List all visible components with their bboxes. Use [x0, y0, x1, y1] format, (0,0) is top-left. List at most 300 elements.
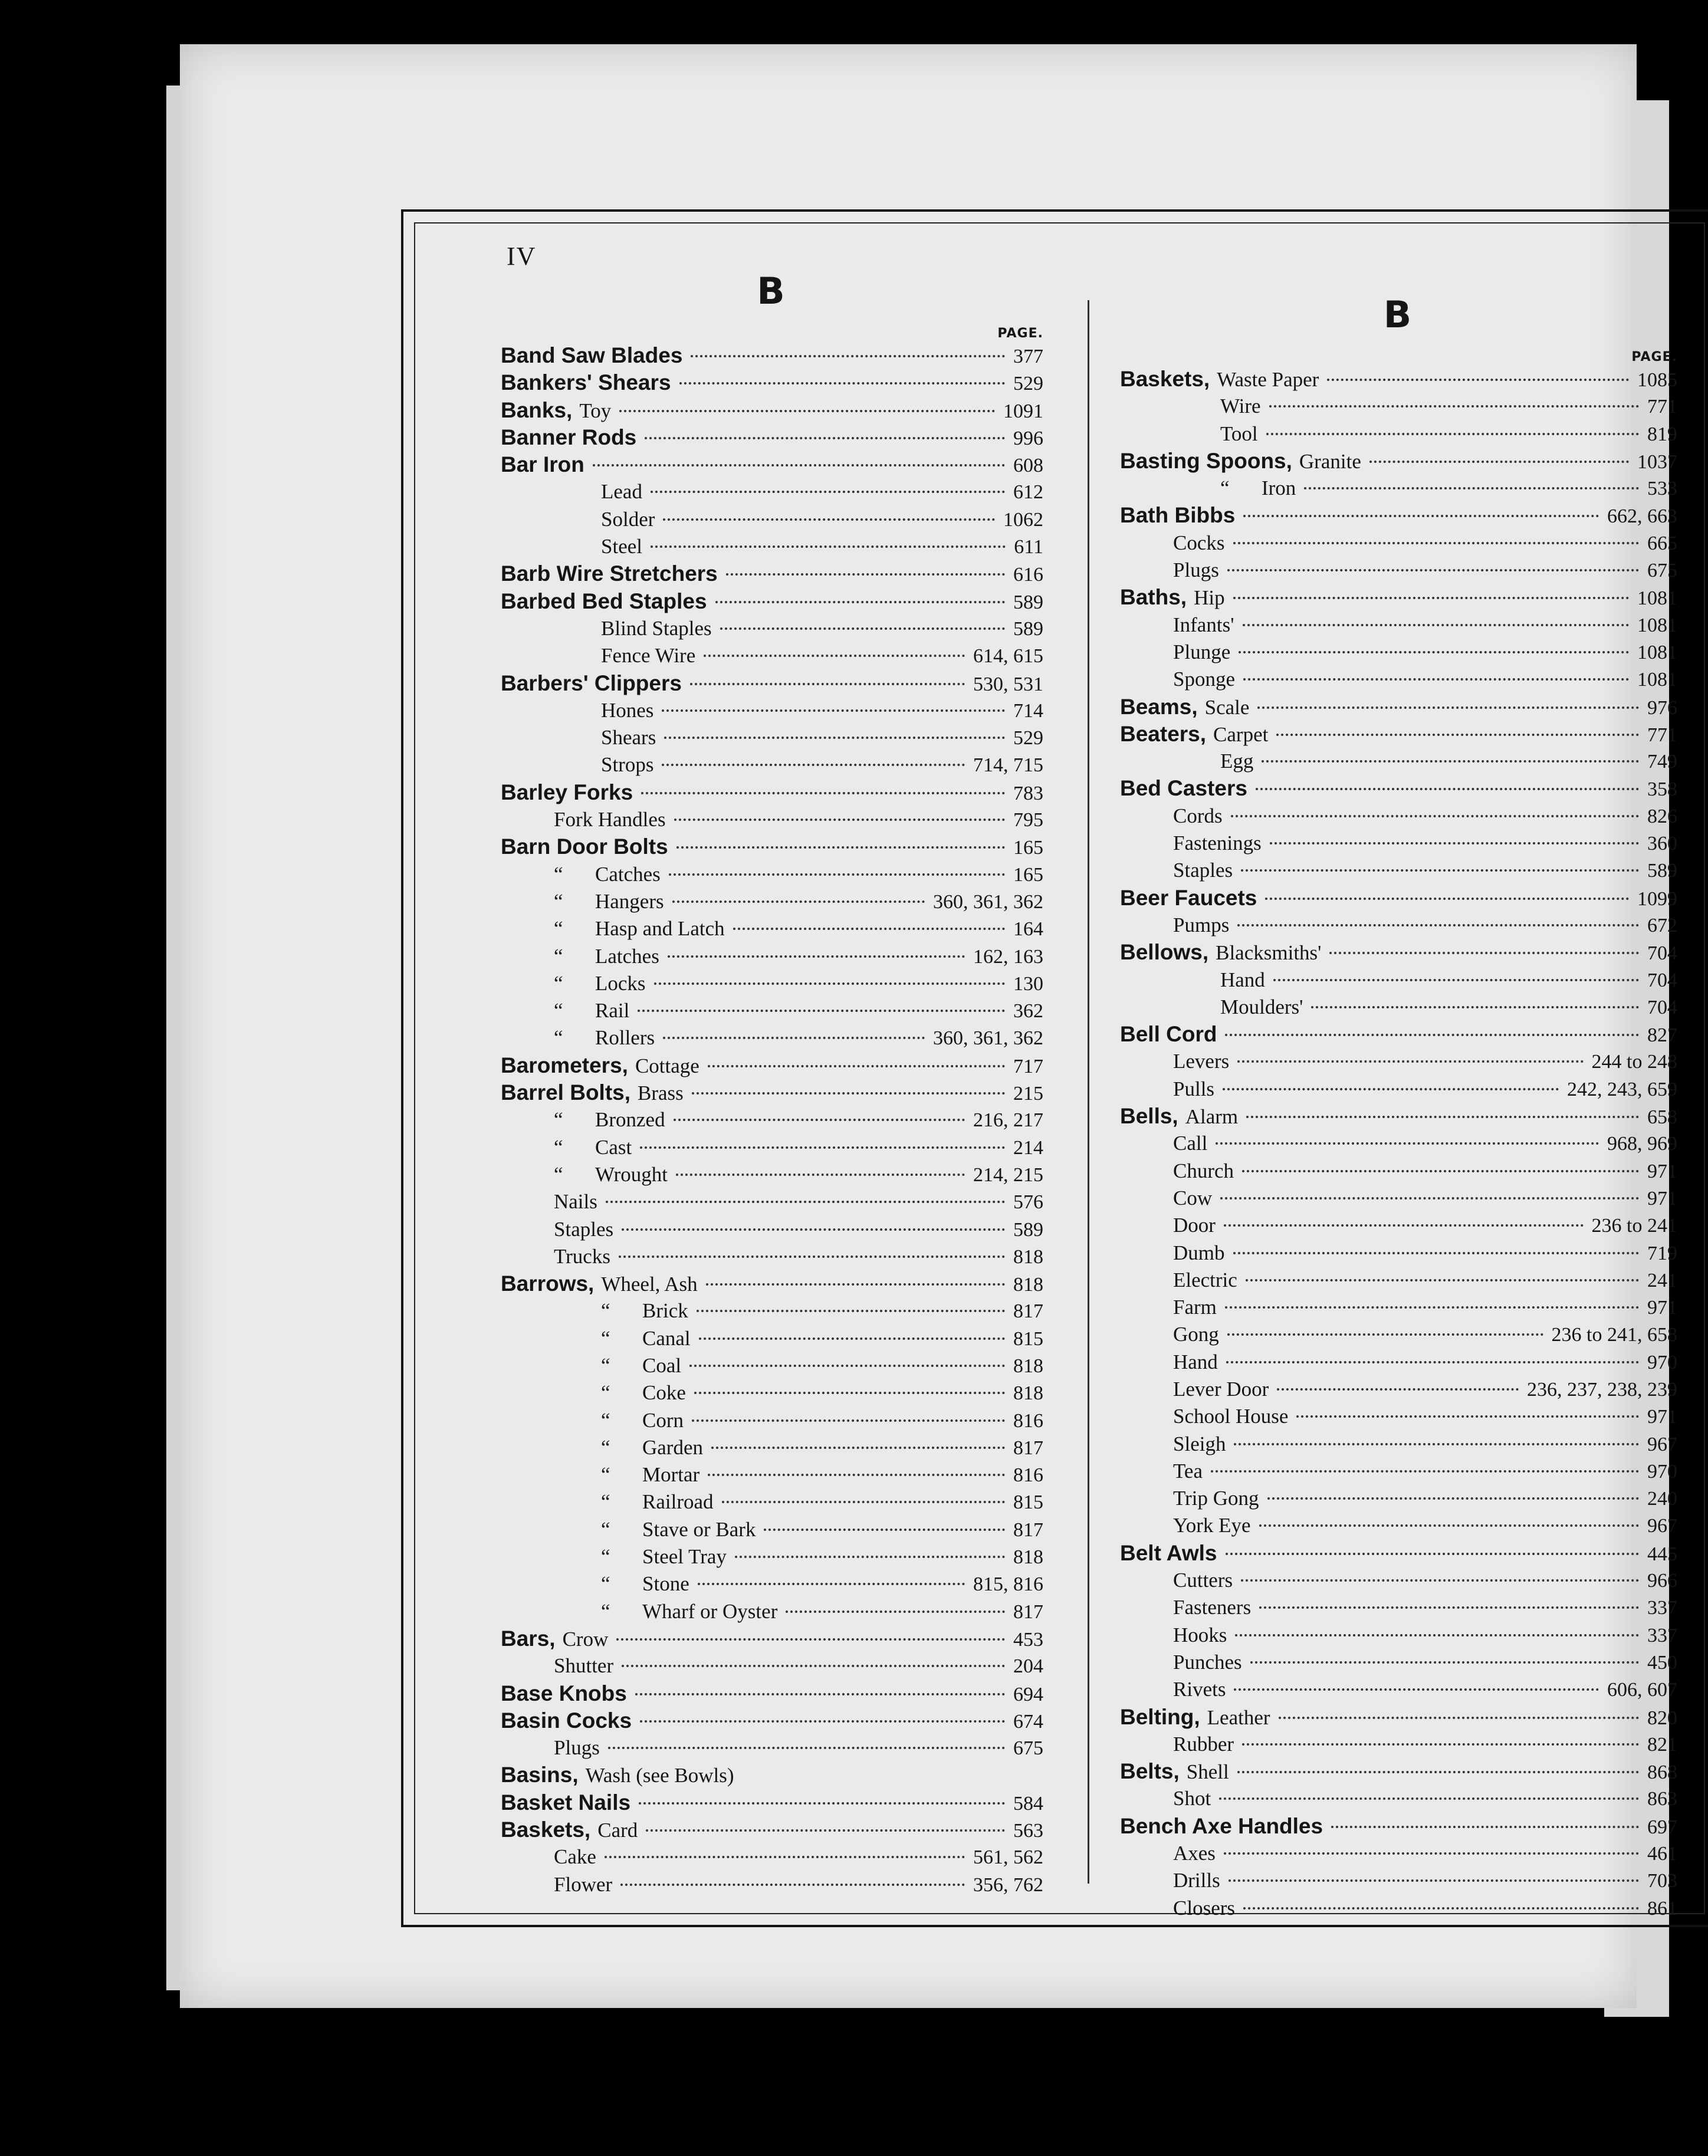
- entry-page-ref: 584: [1013, 1792, 1043, 1815]
- entry-page-ref: 817: [1013, 1600, 1043, 1623]
- index-entry: [501, 1434, 1043, 1461]
- index-entry: [1120, 721, 1677, 748]
- entry-page-ref: 1081: [1637, 587, 1677, 610]
- entry-subheading: Strops: [601, 753, 654, 777]
- ditto-mark: “: [554, 1108, 563, 1132]
- entry-subheading: Wharf or Oyster: [642, 1599, 778, 1623]
- entry-page-ref: 704: [1647, 942, 1677, 965]
- entry-page-ref: 704: [1647, 969, 1677, 991]
- dot-leader: [1243, 1907, 1639, 1909]
- dot-leader: [1211, 1470, 1639, 1473]
- index-entry: [501, 806, 1043, 833]
- entry-page-ref: 694: [1013, 1683, 1043, 1705]
- dot-leader: [715, 601, 1005, 603]
- entry-subheading: Brick: [642, 1299, 688, 1323]
- entry-page-ref: 608: [1013, 455, 1043, 477]
- dot-leader: [1224, 1224, 1584, 1227]
- dot-leader: [674, 1119, 965, 1121]
- entry-heading: Beer Faucets: [1120, 885, 1257, 910]
- entry-page-ref: 968, 969: [1607, 1133, 1677, 1155]
- index-entry: [1120, 1321, 1677, 1348]
- dot-leader: [1246, 1279, 1639, 1281]
- index-entry: [1120, 1785, 1677, 1812]
- dot-leader: [1256, 788, 1639, 790]
- entry-page-ref: 216, 217: [973, 1109, 1043, 1132]
- index-entry: [1120, 612, 1677, 639]
- entry-subheading: Stave or Bark: [642, 1517, 756, 1541]
- entry-subheading: Cottage: [635, 1054, 699, 1077]
- entry-heading: Banner Rods: [501, 425, 637, 449]
- ditto-mark: “: [601, 1326, 610, 1350]
- ditto-mark: “: [601, 1299, 610, 1323]
- entry-heading: Belts,: [1120, 1759, 1180, 1784]
- index-entry: [501, 1598, 1043, 1625]
- entry-page-ref: 863: [1647, 1788, 1677, 1810]
- entry-page-ref: 616: [1013, 564, 1043, 586]
- entry-subheading: Crow: [562, 1627, 609, 1651]
- entry-subheading: Hand: [1220, 968, 1265, 991]
- entry-page-ref: 976: [1647, 696, 1677, 719]
- dot-leader: [1276, 734, 1639, 736]
- entry-page-ref: 214: [1013, 1136, 1043, 1159]
- entry-page-ref: 971: [1647, 1406, 1677, 1428]
- entry-page-ref: 697: [1647, 1816, 1677, 1838]
- entry-page-ref: 826: [1647, 805, 1677, 827]
- index-entry: [1120, 420, 1677, 448]
- index-entry: [1120, 366, 1677, 393]
- dot-leader: [720, 627, 1005, 630]
- entry-subheading: Latches: [595, 944, 659, 968]
- dot-leader: [1241, 869, 1639, 872]
- entry-page-ref: 966: [1647, 1570, 1677, 1592]
- dot-leader: [619, 1256, 1005, 1258]
- entry-subheading: Moulders': [1220, 995, 1303, 1018]
- entry-subheading: Hones: [601, 698, 654, 722]
- index-entry: [1120, 1212, 1677, 1239]
- index-entry: [501, 970, 1043, 997]
- entry-subheading: Corn: [642, 1408, 684, 1432]
- entry-subheading: Hand: [1173, 1350, 1218, 1373]
- entry-subheading: Card: [597, 1819, 638, 1842]
- entry-page-ref: 214, 215: [973, 1164, 1043, 1186]
- entry-heading: Basin Cocks: [501, 1708, 632, 1733]
- entry-subheading: Blind Staples: [601, 616, 712, 640]
- entry-page-ref: 130: [1013, 972, 1043, 995]
- dot-leader: [605, 1856, 965, 1858]
- index-entry: [501, 1843, 1043, 1871]
- entry-subheading: Shell: [1186, 1760, 1229, 1784]
- index-entry: [501, 478, 1043, 505]
- index-entry: [501, 506, 1043, 533]
- dot-leader: [1250, 1661, 1639, 1664]
- ditto-mark: “: [601, 1408, 610, 1432]
- index-entry: [501, 1543, 1043, 1570]
- entry-page-ref: 662, 663: [1607, 505, 1677, 528]
- index-column-left: [501, 268, 1043, 1898]
- entry-heading: Bar Iron: [501, 452, 584, 477]
- entry-page-ref: 868: [1647, 1761, 1677, 1784]
- entry-page-ref: 240: [1647, 1488, 1677, 1510]
- entry-subheading: Fasteners: [1173, 1596, 1252, 1619]
- index-entry: [1120, 1540, 1677, 1567]
- index-entry: [1120, 584, 1677, 611]
- entry-heading: Banks,: [501, 397, 573, 422]
- index-entry: [501, 833, 1043, 860]
- entry-subheading: Door: [1173, 1214, 1216, 1237]
- entry-page-ref: 614, 615: [973, 645, 1043, 668]
- entry-page-ref: 821: [1647, 1733, 1677, 1756]
- entry-heading: Beaters,: [1120, 721, 1207, 746]
- index-entry: [1120, 1758, 1677, 1785]
- entry-page-ref: 795: [1013, 809, 1043, 831]
- entry-page-ref: 817: [1013, 1519, 1043, 1541]
- index-entry: [501, 1379, 1043, 1406]
- index-entry: [501, 1161, 1043, 1188]
- entry-page-ref: 165: [1013, 837, 1043, 859]
- dot-leader: [1246, 1116, 1639, 1118]
- entry-subheading: Plugs: [554, 1736, 600, 1760]
- entry-page-ref: 529: [1013, 727, 1043, 750]
- dot-leader: [651, 545, 1006, 548]
- dot-leader: [1270, 842, 1639, 844]
- entry-subheading: Wrought: [595, 1162, 668, 1186]
- dot-leader: [1223, 1088, 1559, 1090]
- index-entry: [501, 1297, 1043, 1325]
- index-entry: [1120, 1240, 1677, 1267]
- entry-page-ref: 589: [1013, 1218, 1043, 1241]
- ditto-mark: “: [554, 971, 563, 995]
- entry-page-ref: 971: [1647, 1187, 1677, 1210]
- index-entry: [1120, 1267, 1677, 1294]
- dot-leader: [1267, 1497, 1639, 1500]
- dot-leader: [1266, 433, 1639, 435]
- index-entry: [1120, 1676, 1677, 1703]
- entry-subheading: Drills: [1173, 1869, 1220, 1892]
- dot-leader: [1225, 1034, 1639, 1036]
- entry-heading: Belt Awls: [1120, 1540, 1217, 1565]
- index-entry: [501, 1707, 1043, 1734]
- index-entry: [1120, 1649, 1677, 1676]
- index-entry: [501, 1516, 1043, 1543]
- dot-leader: [692, 1092, 1005, 1095]
- index-entry: [1120, 994, 1677, 1021]
- entry-page-ref: 970: [1647, 1460, 1677, 1483]
- index-entry: [501, 751, 1043, 778]
- entry-page-ref: 703: [1647, 1870, 1677, 1892]
- ditto-mark: “: [601, 1353, 610, 1377]
- dot-leader: [735, 1556, 1005, 1558]
- entry-page-ref: 1081: [1637, 669, 1677, 691]
- entry-page-ref: 606, 607: [1607, 1679, 1677, 1701]
- entry-subheading: Church: [1173, 1159, 1234, 1182]
- entry-heading: Barb Wire Stretchers: [501, 561, 718, 586]
- index-entry: [501, 451, 1043, 478]
- entry-heading: Basket Nails: [501, 1790, 631, 1815]
- dot-leader: [640, 1146, 1005, 1149]
- entry-page-ref: 445: [1647, 1543, 1677, 1565]
- index-entry: [501, 1052, 1043, 1079]
- index-entry: [1120, 475, 1677, 502]
- dot-leader: [1265, 898, 1629, 900]
- index-entry: [501, 724, 1043, 751]
- ditto-mark: “: [601, 1463, 610, 1487]
- dot-leader: [664, 737, 1005, 739]
- dot-leader: [1224, 1852, 1639, 1855]
- index-entry: [501, 1816, 1043, 1843]
- entry-subheading: Punches: [1173, 1650, 1242, 1674]
- dot-leader: [1327, 379, 1629, 381]
- entry-heading: Band Saw Blades: [501, 343, 683, 367]
- entry-page-ref: 996: [1013, 427, 1043, 449]
- entry-subheading: Garden: [642, 1435, 704, 1459]
- index-entry: [1120, 1403, 1677, 1430]
- index-entry: [501, 943, 1043, 970]
- entry-subheading: Farm: [1173, 1296, 1217, 1319]
- index-entry: [1120, 1130, 1677, 1157]
- dot-leader: [1233, 542, 1640, 544]
- ditto-mark: “: [554, 1135, 563, 1159]
- index-entry: [501, 424, 1043, 451]
- entry-page-ref: 818: [1013, 1355, 1043, 1377]
- entry-subheading: Tea: [1173, 1459, 1203, 1483]
- dot-leader: [1259, 1606, 1639, 1609]
- dot-leader: [1243, 515, 1599, 517]
- entry-subheading: Granite: [1299, 449, 1361, 473]
- entry-page-ref: 816: [1013, 1464, 1043, 1487]
- dot-leader: [726, 573, 1005, 576]
- entry-page-ref: 236 to 241: [1591, 1215, 1677, 1237]
- dot-leader: [662, 709, 1005, 712]
- dot-leader: [1296, 1415, 1639, 1418]
- dot-leader: [616, 1638, 1005, 1641]
- ditto-mark: “: [601, 1517, 610, 1541]
- dot-leader: [1259, 1524, 1639, 1527]
- index-entry: [501, 1106, 1043, 1133]
- index-entry: [1120, 967, 1677, 994]
- entry-page-ref: 236 to 241, 658: [1551, 1324, 1677, 1346]
- index-entry: [501, 1024, 1043, 1051]
- dot-leader: [622, 1665, 1005, 1667]
- dot-leader: [646, 1829, 1005, 1832]
- entry-page-ref: 861: [1647, 1897, 1677, 1920]
- entry-page-ref: 749: [1647, 751, 1677, 773]
- dot-leader: [694, 1392, 1005, 1394]
- dot-leader: [764, 1529, 1005, 1531]
- entry-subheading: Infants': [1173, 613, 1234, 636]
- entry-subheading: Blacksmiths': [1216, 941, 1322, 965]
- index-entry: [501, 1134, 1043, 1161]
- page-column-label: PAGE.: [1631, 350, 1677, 364]
- entry-subheading: Cords: [1173, 804, 1223, 827]
- index-entry: [501, 1079, 1043, 1106]
- dot-leader: [669, 873, 1005, 876]
- entry-subheading: Rail: [595, 999, 630, 1023]
- entry-subheading: Bronzed: [595, 1108, 665, 1132]
- entry-page-ref: 215: [1013, 1083, 1043, 1105]
- index-entry: [1120, 1512, 1677, 1539]
- index-entry: [1120, 1103, 1677, 1130]
- dot-leader: [622, 1228, 1005, 1231]
- index-column-right: [1120, 291, 1677, 1922]
- dot-leader: [1237, 1771, 1639, 1773]
- entry-page-ref: 815, 816: [973, 1573, 1043, 1596]
- entry-page-ref: 1099: [1637, 888, 1677, 910]
- entry-page-ref: 817: [1013, 1300, 1043, 1323]
- ditto-mark: “: [601, 1545, 610, 1569]
- index-entry: [1120, 1567, 1677, 1594]
- index-entry: [501, 560, 1043, 587]
- entry-subheading: Fence Wire: [601, 644, 696, 668]
- index-entry: [1120, 803, 1677, 830]
- index-entry: [501, 615, 1043, 642]
- dot-leader: [1227, 569, 1639, 571]
- entry-page-ref: 529: [1013, 373, 1043, 395]
- dot-leader: [689, 1365, 1005, 1367]
- entry-page-ref: 819: [1647, 423, 1677, 445]
- entry-subheading: Catches: [595, 862, 661, 886]
- dot-leader: [692, 1419, 1005, 1422]
- ditto-mark: “: [1220, 476, 1230, 500]
- entry-page-ref: 815: [1013, 1491, 1043, 1514]
- entry-subheading: Leather: [1207, 1705, 1270, 1729]
- index-entry: [501, 888, 1043, 915]
- section-letter: B: [757, 270, 787, 313]
- entry-page-ref: 970: [1647, 1351, 1677, 1373]
- entry-subheading: Steel: [601, 535, 642, 558]
- dot-leader: [1279, 1717, 1639, 1719]
- entry-page-ref: 672: [1647, 914, 1677, 936]
- index-entry: [501, 1407, 1043, 1434]
- dot-leader: [674, 819, 1005, 821]
- index-entry: [1120, 939, 1677, 966]
- ditto-mark: “: [554, 1026, 563, 1050]
- entry-page-ref: 611: [1014, 536, 1043, 558]
- dot-leader: [679, 382, 1005, 384]
- entry-page-ref: 665: [1647, 532, 1677, 554]
- entry-subheading: Pumps: [1173, 913, 1230, 936]
- index-entry: [501, 670, 1043, 697]
- dot-leader: [662, 764, 965, 766]
- ditto-mark: “: [554, 944, 563, 968]
- entry-page-ref: 563: [1013, 1820, 1043, 1842]
- dot-leader: [606, 1201, 1005, 1203]
- entry-page-ref: 461: [1647, 1843, 1677, 1865]
- index-entry: [1120, 830, 1677, 857]
- entry-subheading: Locks: [595, 971, 646, 995]
- entry-subheading: Coal: [642, 1353, 682, 1377]
- entry-subheading: Plugs: [1173, 558, 1219, 582]
- entry-subheading: Wire: [1220, 395, 1261, 418]
- dot-leader: [1304, 487, 1639, 489]
- dot-leader: [1237, 1060, 1583, 1063]
- dot-leader: [1311, 1006, 1639, 1008]
- index-entry: [1120, 1294, 1677, 1321]
- ditto-mark: “: [554, 999, 563, 1023]
- index-entry: [1120, 912, 1677, 939]
- entry-subheading: Shot: [1173, 1787, 1211, 1810]
- entry-subheading: Stone: [642, 1572, 689, 1596]
- index-entry: [1120, 694, 1677, 721]
- entry-subheading: Cake: [554, 1845, 596, 1869]
- entry-page-ref: 530, 531: [973, 673, 1043, 695]
- index-entry: [1120, 1622, 1677, 1649]
- dot-leader: [1227, 1333, 1543, 1336]
- entry-page-ref: 1081: [1637, 614, 1677, 636]
- ditto-mark: “: [601, 1381, 610, 1405]
- dot-leader: [1262, 760, 1639, 763]
- dot-leader: [1234, 1688, 1599, 1691]
- entry-page-ref: 1085: [1637, 369, 1677, 391]
- index-entry: [1120, 1704, 1677, 1731]
- entry-subheading: Tool: [1220, 422, 1258, 445]
- entry-subheading: Toy: [579, 399, 612, 422]
- dot-leader: [639, 1802, 1005, 1805]
- entry-heading: Barn Door Bolts: [501, 834, 668, 859]
- index-entry: [501, 533, 1043, 560]
- entry-heading: Bells,: [1120, 1104, 1178, 1129]
- index-entry: [501, 1352, 1043, 1379]
- dot-leader: [654, 982, 1005, 985]
- dot-leader: [1241, 1579, 1639, 1582]
- entry-subheading: Dumb: [1173, 1241, 1225, 1264]
- dot-leader: [1220, 1197, 1639, 1199]
- index-entry: [1120, 1840, 1677, 1867]
- entry-page-ref: 612: [1013, 481, 1043, 504]
- entry-subheading: Canal: [642, 1326, 691, 1350]
- index-entry: [501, 1270, 1043, 1297]
- index-entry: [501, 1188, 1043, 1215]
- dot-leader: [708, 1065, 1005, 1067]
- entry-page-ref: 815: [1013, 1327, 1043, 1350]
- dot-leader: [1235, 1634, 1639, 1636]
- dot-leader: [635, 1693, 1005, 1695]
- dot-leader: [1257, 706, 1639, 709]
- entry-subheading: Lever Door: [1173, 1377, 1269, 1401]
- entry-heading: Belting,: [1120, 1704, 1200, 1729]
- entry-subheading: Cocks: [1173, 531, 1225, 554]
- ditto-mark: “: [554, 1162, 563, 1186]
- entry-page-ref: 675: [1013, 1737, 1043, 1760]
- dot-leader: [1225, 1306, 1639, 1309]
- index-entry: [1120, 885, 1677, 912]
- entry-subheading: Hip: [1194, 586, 1225, 610]
- ditto-mark: “: [554, 889, 563, 913]
- entry-subheading: Coke: [642, 1381, 686, 1405]
- entry-subheading: Shutter: [554, 1654, 614, 1678]
- ditto-mark: “: [554, 862, 563, 886]
- dot-leader: [641, 792, 1005, 794]
- dot-leader: [672, 900, 925, 903]
- index-entry: [1120, 1458, 1677, 1485]
- entry-page-ref: 971: [1647, 1297, 1677, 1319]
- index-entry: [501, 642, 1043, 669]
- entry-heading: Bars,: [501, 1626, 556, 1651]
- entry-heading: Bench Axe Handles: [1120, 1813, 1323, 1838]
- entry-page-ref: 162, 163: [973, 945, 1043, 968]
- entry-page-ref: 658: [1647, 1106, 1677, 1129]
- index-entry: [1120, 1731, 1677, 1758]
- dot-leader: [1216, 1142, 1599, 1145]
- entry-page-ref: 450: [1647, 1651, 1677, 1674]
- dot-leader: [698, 1583, 965, 1585]
- entry-page-ref: 576: [1013, 1191, 1043, 1214]
- ditto-mark: “: [554, 917, 563, 941]
- dot-leader: [638, 1010, 1005, 1012]
- entry-page-ref: 358: [1647, 778, 1677, 801]
- index-entry: [1120, 775, 1677, 802]
- index-entry: [501, 1488, 1043, 1516]
- entry-subheading: Hangers: [595, 889, 664, 913]
